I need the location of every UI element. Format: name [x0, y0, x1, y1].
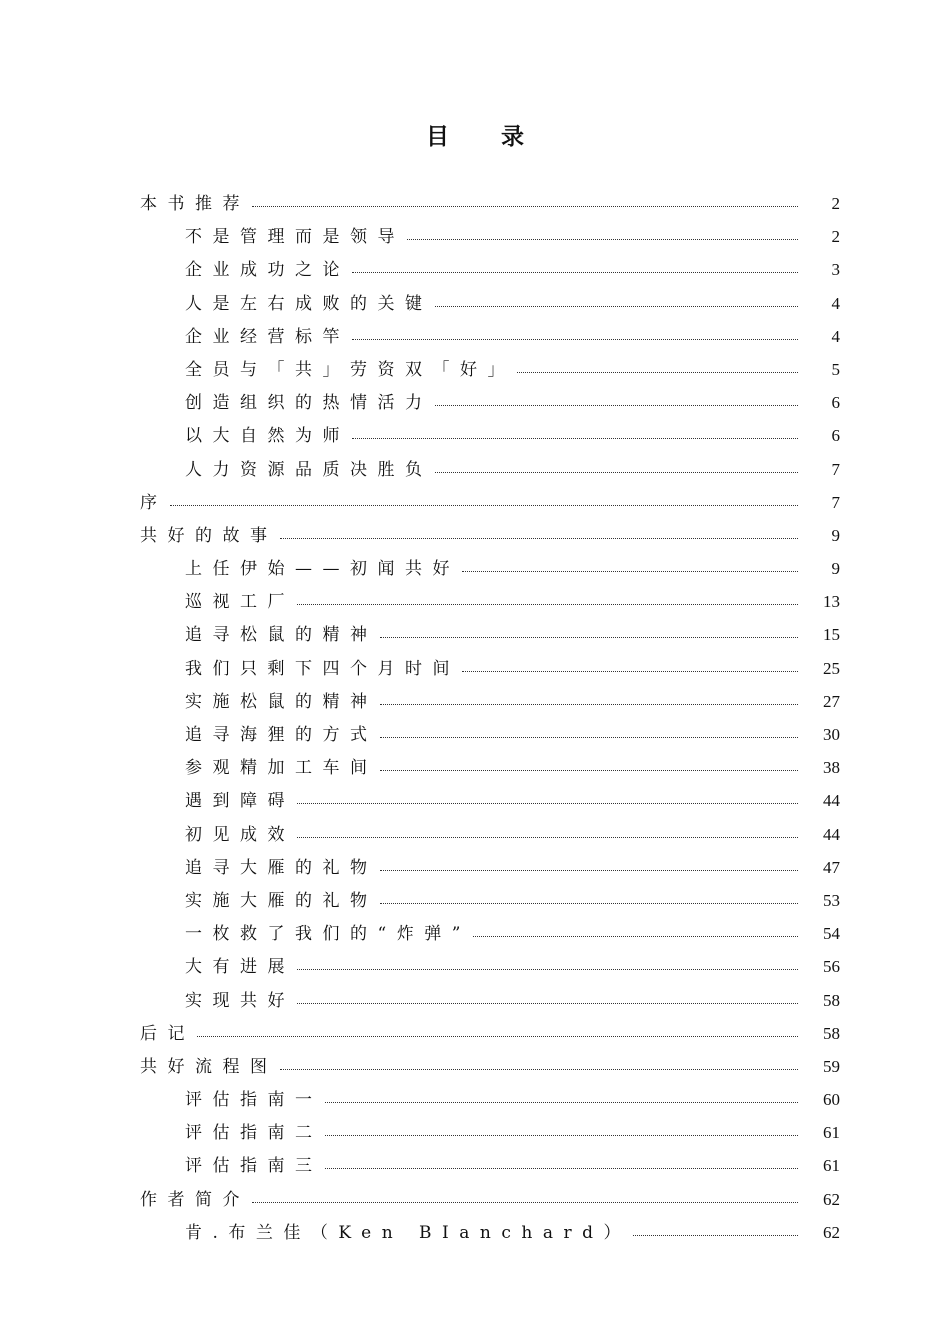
toc-entry-page-number: 7 — [831, 492, 840, 512]
toc-entry[interactable] — [140, 453, 840, 486]
toc-entry-page-number: 54 — [823, 924, 840, 944]
toc-entry-label: 不是管理而是领导 — [185, 227, 405, 248]
toc-entry[interactable] — [140, 884, 840, 917]
toc-entry[interactable] — [140, 751, 840, 784]
toc-entry-label: 实施大雁的礼物 — [185, 890, 378, 911]
toc-entry-page-number: 6 — [831, 393, 840, 413]
toc-entry-page-number: 62 — [823, 1189, 840, 1209]
dot-leader — [297, 837, 798, 838]
toc-entry-label: 以大自然为师 — [185, 426, 350, 447]
toc-entry-label: 后记 — [140, 1023, 195, 1044]
toc-entry-page-number: 44 — [823, 824, 840, 844]
dot-leader — [380, 903, 799, 904]
toc-entry[interactable] — [140, 1183, 840, 1216]
toc-entry-page-number: 58 — [823, 1023, 840, 1043]
dot-leader — [197, 1036, 798, 1037]
toc-entry[interactable] — [140, 1017, 840, 1050]
toc-entry[interactable] — [140, 585, 840, 618]
toc-entry-page-number: 53 — [823, 890, 840, 910]
toc-entry[interactable] — [140, 1149, 840, 1182]
dot-leader — [325, 1135, 799, 1136]
toc-entry-label: 实施松鼠的精神 — [185, 691, 378, 712]
toc-entry-page-number: 15 — [823, 625, 840, 645]
toc-entry-label: 企业经营标竿 — [185, 326, 350, 347]
toc-entry-page-number: 56 — [823, 957, 840, 977]
toc-entry[interactable] — [140, 519, 840, 552]
dot-leader — [280, 1069, 799, 1070]
toc-entry-label: 遇到障碍 — [185, 791, 295, 812]
toc-entry[interactable] — [140, 818, 840, 851]
toc-entry-label: 评估指南二 — [185, 1123, 323, 1144]
toc-entry-page-number: 60 — [823, 1090, 840, 1110]
toc-entry[interactable] — [140, 552, 840, 585]
dot-leader — [380, 770, 799, 771]
dot-leader — [297, 1003, 798, 1004]
dot-leader — [380, 637, 799, 638]
toc-entry-page-number: 13 — [823, 592, 840, 612]
toc-entry[interactable] — [140, 486, 840, 519]
dot-leader — [170, 505, 799, 506]
toc-entry-page-number: 4 — [831, 326, 840, 346]
toc-entry-label: 作者简介 — [140, 1189, 250, 1210]
toc-entry-label: 评估指南一 — [185, 1090, 323, 1111]
toc-entry-label: 参观精加工车间 — [185, 758, 378, 779]
toc-entry-label: 共好流程图 — [140, 1056, 278, 1077]
toc-entry-label: 企业成功之论 — [185, 260, 350, 281]
dot-leader — [633, 1235, 798, 1236]
dot-leader — [380, 870, 799, 871]
toc-entry[interactable] — [140, 950, 840, 983]
toc-entry[interactable] — [140, 253, 840, 286]
toc-entry[interactable] — [140, 984, 840, 1017]
toc-entry[interactable] — [140, 187, 840, 220]
toc-entry-page-number: 9 — [831, 525, 840, 545]
toc-entry-page-number: 5 — [831, 359, 840, 379]
dot-leader — [297, 969, 798, 970]
toc-entry-label: 追寻大雁的礼物 — [185, 857, 378, 878]
toc-entry-label: 共好的故事 — [140, 525, 278, 546]
dot-leader — [435, 472, 799, 473]
dot-leader — [352, 272, 798, 273]
toc-entry-label: 实现共好 — [185, 990, 295, 1011]
toc-entry-label: 评估指南三 — [185, 1156, 323, 1177]
dot-leader — [435, 405, 799, 406]
dot-leader — [325, 1168, 799, 1169]
toc-entry-label: 追寻松鼠的精神 — [185, 625, 378, 646]
toc-entry-page-number: 58 — [823, 990, 840, 1010]
toc-entry-label: 一枚救了我们的“炸弹” — [185, 924, 471, 945]
toc-entry-page-number: 2 — [831, 194, 840, 213]
toc-entry-page-number: 61 — [823, 1123, 840, 1143]
dot-leader — [352, 339, 798, 340]
toc-entry[interactable] — [140, 320, 840, 353]
table-of-contents — [140, 187, 840, 1249]
toc-entry-page-number: 25 — [823, 658, 840, 678]
toc-entry-label: 人力资源品质决胜负 — [185, 459, 433, 480]
dot-leader — [407, 239, 798, 240]
dot-leader — [473, 936, 798, 937]
toc-entry-page-number: 38 — [823, 758, 840, 778]
toc-entry-page-number: 47 — [823, 857, 840, 877]
dot-leader — [380, 737, 799, 738]
toc-entry-label: 人是左右成败的关键 — [185, 293, 433, 314]
toc-entry-label: 初见成效 — [185, 824, 295, 845]
toc-entry-page-number: 7 — [831, 459, 840, 479]
dot-leader — [462, 571, 798, 572]
toc-entry-label: 肯.布兰佳（Ken BIanchard） — [185, 1222, 631, 1243]
toc-entry-page-number: 27 — [823, 691, 840, 711]
toc-entry-label: 追寻海狸的方式 — [185, 725, 378, 745]
toc-entry-label: 我们只剩下四个月时间 — [185, 658, 460, 679]
toc-entry[interactable] — [140, 652, 840, 685]
toc-entry-page-number: 3 — [831, 260, 840, 280]
dot-leader — [325, 1102, 799, 1103]
dot-leader — [517, 372, 798, 373]
toc-entry[interactable] — [140, 386, 840, 419]
dot-leader — [280, 538, 799, 539]
toc-entry[interactable] — [140, 618, 840, 651]
toc-entry-page-number: 6 — [831, 426, 840, 446]
dot-leader — [252, 206, 798, 207]
toc-entry[interactable] — [140, 784, 840, 817]
toc-entry[interactable] — [140, 1050, 840, 1083]
toc-entry-page-number: 9 — [831, 559, 840, 579]
dot-leader — [297, 803, 798, 804]
toc-entry-page-number: 62 — [823, 1222, 840, 1242]
toc-entry-page-number: 44 — [823, 791, 840, 811]
toc-entry[interactable] — [140, 685, 840, 718]
toc-entry-label: 序 — [140, 492, 168, 513]
toc-entry[interactable] — [140, 419, 840, 452]
toc-entry-label: 全员与「共」劳资双「好」 — [185, 359, 515, 380]
toc-entry[interactable] — [140, 917, 840, 950]
toc-entry[interactable] — [140, 718, 840, 751]
toc-entry[interactable] — [140, 353, 840, 386]
dot-leader — [435, 306, 799, 307]
toc-entry-page-number: 30 — [823, 725, 840, 744]
toc-entry-page-number: 61 — [823, 1156, 840, 1176]
toc-entry-label: 上任伊始——初闻共好 — [185, 559, 460, 580]
toc-entry-label: 巡视工厂 — [185, 592, 295, 613]
dot-leader — [352, 438, 798, 439]
dot-leader — [252, 1202, 798, 1203]
toc-entry[interactable] — [140, 851, 840, 884]
toc-entry[interactable] — [140, 287, 840, 320]
dot-leader — [380, 704, 799, 705]
page-title: 目 录 — [425, 124, 546, 150]
toc-entry-label: 创造组织的热情活力 — [185, 393, 433, 414]
dot-leader — [297, 604, 798, 605]
toc-entry-page-number: 4 — [831, 293, 840, 313]
toc-entry[interactable] — [140, 1216, 840, 1249]
dot-leader — [462, 671, 798, 672]
toc-entry[interactable] — [140, 220, 840, 253]
toc-entry-page-number: 59 — [823, 1056, 840, 1076]
toc-entry[interactable] — [140, 1083, 840, 1116]
toc-entry-page-number: 2 — [831, 227, 840, 247]
toc-entry[interactable] — [140, 1116, 840, 1149]
toc-entry-label: 大有进展 — [185, 957, 295, 978]
toc-entry-label: 本书推荐 — [140, 194, 250, 214]
